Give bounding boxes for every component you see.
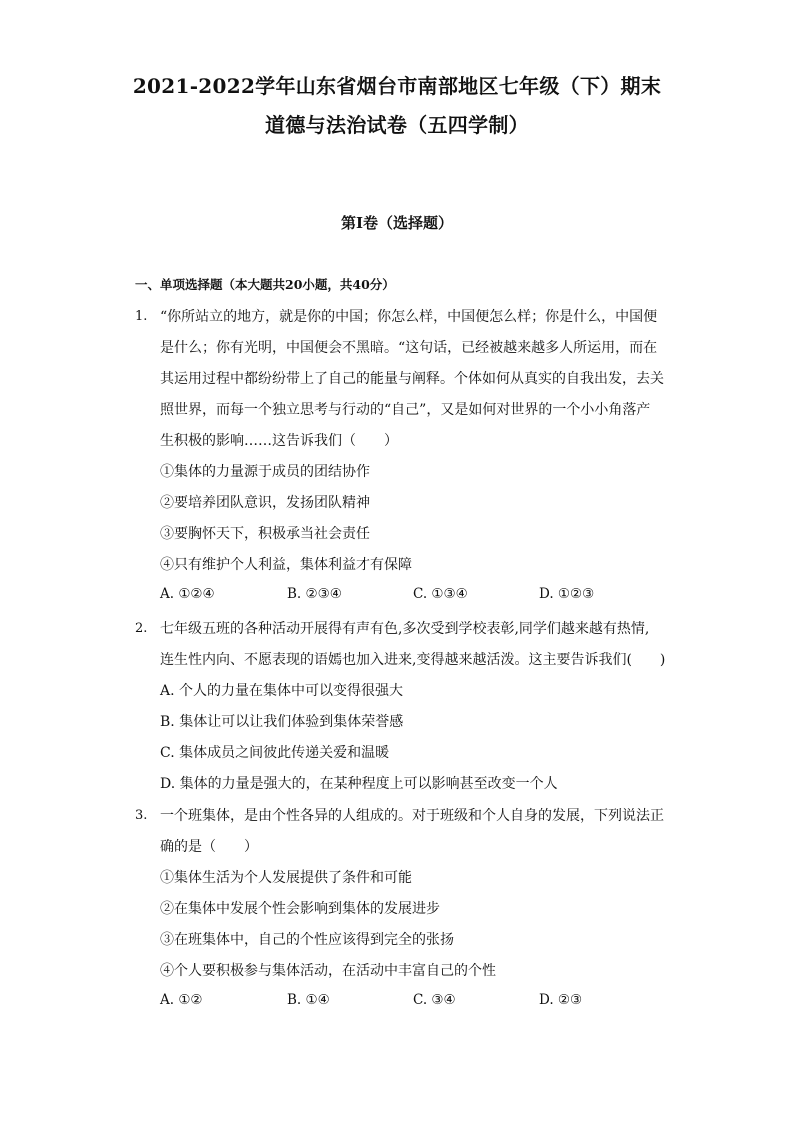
exam-title-line-2: 道德与法治试卷（五四学制） [265, 113, 529, 137]
question-3-choice-d: D. ②③ [539, 992, 583, 1008]
question-1-statement: ②要培养团队意识，发扬团队精神 [160, 495, 370, 511]
question-3-number: 3. [135, 808, 148, 823]
question-2-option-d: D. 集体的力量是强大的，在某种程度上可以影响甚至改变一个人 [160, 776, 558, 792]
question-1-number: 1. [135, 309, 148, 324]
part-heading: 一、单项选择题（本大题共20小题，共40分） [135, 277, 395, 292]
question-1-choice-c: C. ①③④ [413, 586, 468, 602]
question-2-option-c: C. 集体成员之间彼此传递关爱和温暖 [160, 745, 390, 761]
question-1-statement: ①集体的力量源于成员的团结协作 [160, 464, 370, 480]
question-3-statement: ②在集体中发展个性会影响到集体的发展进步 [160, 901, 440, 917]
question-3-stem-line: 确的是（ ） [160, 839, 258, 855]
question-3-choice-a: A. ①② [160, 992, 203, 1008]
question-3-stem-line: 一个班集体，是由个性各异的人组成的。对于班级和个人自身的发展，下列说法正 [160, 808, 664, 824]
question-3-choice-c: C. ③④ [413, 992, 456, 1008]
question-2-option-a: A. 个人的力量在集体中可以变得很强大 [160, 683, 404, 699]
question-1-choice-b: B. ②③④ [287, 586, 342, 602]
question-2-option-b: B. 集体让可以让我们体验到集体荣誉感 [160, 714, 404, 730]
question-1-stem-line: 生积极的影响……这告诉我们（ ） [160, 433, 398, 449]
question-1-statement: ④只有维护个人利益，集体利益才有保障 [160, 557, 412, 573]
question-3-statement: ③在班集体中，自己的个性应该得到完全的张扬 [160, 932, 454, 948]
question-1-stem-line: 其运用过程中都纷纷带上了自己的能量与阐释。个体如何从真实的自我出发，去关 [160, 371, 664, 387]
question-2-stem-line: 七年级五班的各种活动开展得有声有色,多次受到学校表彰,同学们越来越有热情, [160, 621, 650, 637]
question-3-choice-b: B. ①④ [287, 992, 330, 1008]
question-3-statement: ④个人要积极参与集体活动，在活动中丰富自己的个性 [160, 963, 496, 979]
question-1-stem-line: 是什么；你有光明，中国便会不黑暗。“这句话，已经被越来越多人所运用，而在 [160, 340, 658, 356]
question-1-choice-d: D. ①②③ [539, 586, 595, 602]
section-title: 第I卷（选择题） [340, 214, 454, 232]
question-1-choice-a: A. ①②④ [160, 586, 215, 602]
exam-title-line-1: 2021-2022学年山东省烟台市南部地区七年级（下）期末 [132, 74, 662, 98]
question-2-number: 2. [135, 621, 148, 636]
question-1-statement: ③要胸怀天下，积极承当社会责任 [160, 526, 370, 542]
question-1-stem-line: 照世界，而每一个独立思考与行动的“自己”，又是如何对世界的一个小小角落产 [160, 402, 651, 418]
question-1-stem-line: “你所站立的地方，就是你的中国；你怎么样，中国便怎么样；你是什么，中国便 [160, 309, 658, 325]
question-3-statement: ①集体生活为个人发展提供了条件和可能 [160, 870, 412, 886]
question-2-stem-line: 连生性内向、不愿表现的语嫣也加入进来,变得越来越活泼。这主要告诉我们( ) [160, 652, 666, 668]
